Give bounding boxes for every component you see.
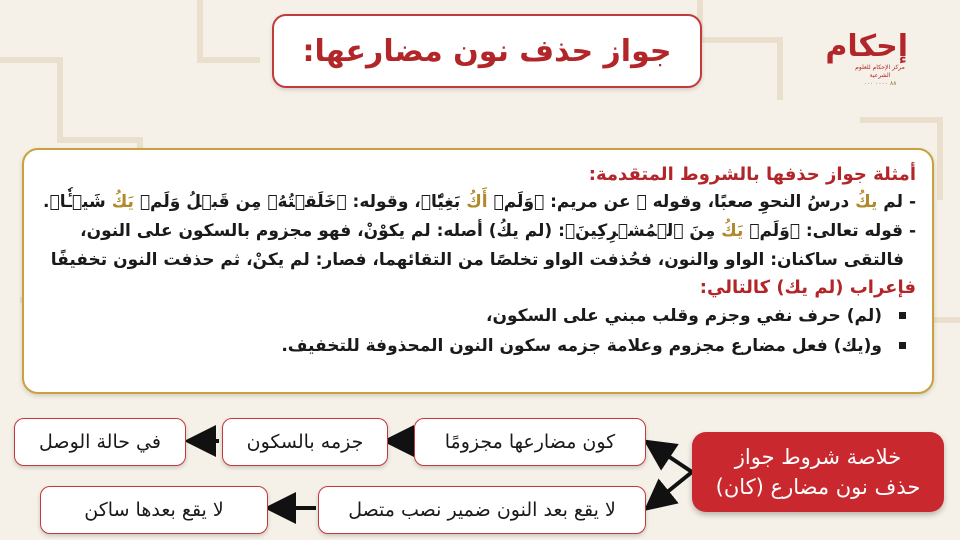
example-line-1 bbox=[40, 188, 916, 217]
condition-text: لا يقع بعدها ساكن bbox=[84, 499, 224, 521]
examples-panel bbox=[22, 148, 934, 394]
example-line-3: فالتقى ساكنان: الواو والنون، فحُذفت الواو تخلصًا من التقائهما، فصار: لم يكنْ، ثم حذفت النون تخفيفًا bbox=[50, 250, 904, 270]
summary-line-2: حذف نون مضارع (كان) bbox=[715, 475, 921, 499]
highlight: يَكُ bbox=[111, 192, 134, 212]
bullet-icon bbox=[899, 312, 906, 319]
condition-box-wasl bbox=[14, 418, 186, 466]
condition-text: في حالة الوصل bbox=[39, 431, 161, 453]
highlight: يَكُ bbox=[721, 221, 744, 241]
text: مِنَ ٱلۡمُشۡرِكِينَ﴾: (لم يكُ) أصله: لم يكوْنْ، فهو مجزوم بالسكون على النون، bbox=[80, 221, 722, 241]
logo-number: ٨٨ ٠٠٠٠ ٠٠٠ bbox=[863, 80, 897, 87]
logo-subtitle: مركز الإحكام للعلوم الشرعية bbox=[855, 64, 905, 79]
highlight: يكُ bbox=[855, 192, 878, 212]
text: بَغِيّٗا﴾، وقوله: ﴿خَلَقۡتُهُۥ مِن قَبۡلُ وَلَمۡ bbox=[133, 192, 467, 212]
arrow-to-row2 bbox=[650, 472, 692, 506]
logo bbox=[825, 29, 908, 96]
bullet-icon bbox=[899, 342, 906, 349]
condition-text: لا يقع بعد النون ضمير نصب متصل bbox=[348, 499, 616, 521]
highlight: أَكُ bbox=[466, 192, 488, 212]
summary-box bbox=[692, 432, 944, 512]
title-box bbox=[272, 14, 702, 88]
condition-box-no-pronoun bbox=[318, 486, 646, 534]
text: شَيۡـٔٗا﴾. bbox=[43, 192, 112, 212]
text: درسُ النحوِ صعبًا، وقوله ﷺ عن مريم: ﴿وَلَمۡ bbox=[487, 192, 856, 212]
irab-heading: فإعراب (لم يك) كالتالي: bbox=[699, 277, 916, 298]
condition-box-sukun bbox=[222, 418, 388, 466]
list-item-text: (لم) حرف نفي وجزم وقلب مبني على السكون، bbox=[486, 306, 882, 326]
condition-text: كون مضارعها مجزومًا bbox=[444, 431, 616, 453]
text: - لم bbox=[877, 192, 916, 212]
example-line-2 bbox=[40, 217, 916, 246]
list-item-text: و(يك) فعل مضارع مجزوم وعلامة جزمه سكون النون المحذوفة للتخفيف. bbox=[281, 336, 882, 356]
page-title: جواز حذف نون مضارعها: bbox=[302, 33, 672, 69]
logo-mark: إحكام bbox=[825, 29, 908, 64]
list-item bbox=[40, 331, 908, 361]
arrow-to-row1 bbox=[650, 444, 692, 472]
summary-line-1: خلاصة شروط جواز bbox=[734, 445, 902, 469]
irab-list bbox=[40, 301, 916, 361]
text: - قوله تعالى: ﴿وَلَمۡ bbox=[743, 221, 916, 241]
condition-text: جزمه بالسكون bbox=[246, 431, 364, 453]
list-item bbox=[40, 301, 908, 331]
examples-heading: أمثلة جواز حذفها بالشروط المتقدمة: bbox=[588, 164, 916, 185]
condition-box-no-sakin bbox=[40, 486, 268, 534]
condition-box-jussive bbox=[414, 418, 646, 466]
